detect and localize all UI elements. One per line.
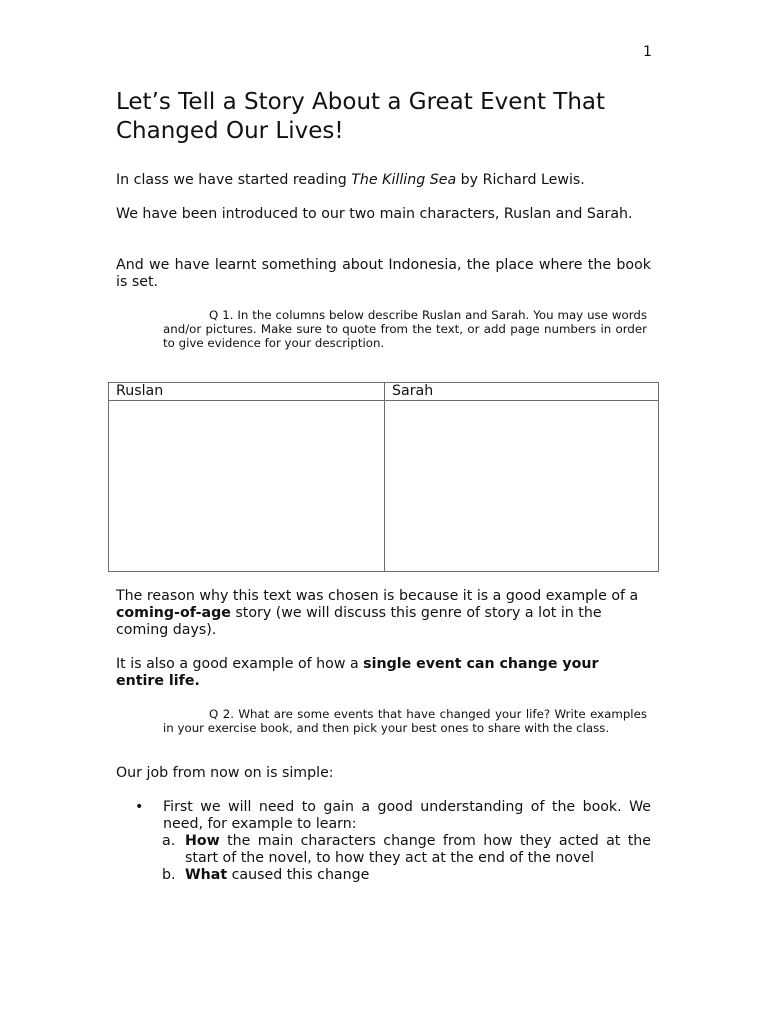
bullet-icon: • bbox=[135, 799, 144, 815]
reason-paragraph bbox=[116, 588, 651, 639]
character-description-table bbox=[108, 382, 659, 572]
sub-item-body: caused this change bbox=[227, 867, 370, 883]
page-number: 1 bbox=[643, 44, 652, 60]
sub-item-emphasis: How bbox=[185, 833, 220, 849]
table-header-ruslan: Ruslan bbox=[109, 383, 385, 401]
bullet-list bbox=[135, 799, 651, 884]
sub-list-item bbox=[162, 833, 651, 867]
single-event-paragraph bbox=[116, 656, 651, 690]
question-2-text: What are some events that have changed your life? Write examples in your exercise book, and then pick your best ones to share with the class. bbox=[163, 707, 647, 735]
indonesia-paragraph: And we have learnt something about Indonesia, the place where the book is set. bbox=[116, 257, 651, 290]
bullet-text: First we will need to gain a good understanding of the book. We need, for example to learn: bbox=[163, 799, 651, 832]
characters-paragraph: We have been introduced to our two main characters, Ruslan and Sarah. bbox=[116, 206, 633, 222]
single-event-text-before: It is also a good example of how a bbox=[116, 656, 364, 672]
question-2-label: Q 2. bbox=[209, 707, 234, 721]
intro-paragraph bbox=[116, 172, 651, 189]
question-1 bbox=[163, 308, 647, 350]
question-2 bbox=[163, 707, 647, 735]
page-title: Let’s Tell a Story About a Great Event That Changed Our Lives! bbox=[116, 89, 606, 144]
reason-text-before: The reason why this text was chosen is because it is a good example of a bbox=[116, 588, 639, 604]
single-event-emphasis: single event can change your entire life. bbox=[116, 656, 599, 689]
table-header-sarah: Sarah bbox=[385, 383, 659, 401]
job-paragraph: Our job from now on is simple: bbox=[116, 765, 334, 781]
book-title: The Killing Sea bbox=[351, 172, 457, 188]
sub-item-text bbox=[185, 867, 651, 884]
sub-item-body: the main characters change from how they acted at the start of the novel, to how they act at the end of the novel bbox=[185, 833, 651, 866]
intro-text-before: In class we have started reading bbox=[116, 172, 352, 188]
reason-text-after: story (we will discuss this genre of story a lot in the coming days). bbox=[116, 605, 602, 638]
list-item bbox=[135, 799, 651, 833]
sub-item-marker: b. bbox=[162, 867, 176, 883]
sub-item-marker: a. bbox=[162, 833, 176, 849]
question-1-label: Q 1. bbox=[209, 308, 234, 322]
intro-text-after: by Richard Lewis. bbox=[456, 172, 585, 188]
table-cell-ruslan[interactable] bbox=[109, 401, 385, 572]
sub-item-text bbox=[185, 833, 651, 867]
sub-list-item bbox=[162, 867, 651, 884]
sub-item-emphasis: What bbox=[185, 867, 228, 883]
question-1-text: In the columns below describe Ruslan and Sarah. You may use words and/or pictures. Make sure to quote from the text, or add page numbers in order to give evidence for your description. bbox=[163, 308, 648, 350]
coming-of-age-term: coming-of-age bbox=[116, 605, 231, 621]
table-cell-sarah[interactable] bbox=[385, 401, 659, 572]
